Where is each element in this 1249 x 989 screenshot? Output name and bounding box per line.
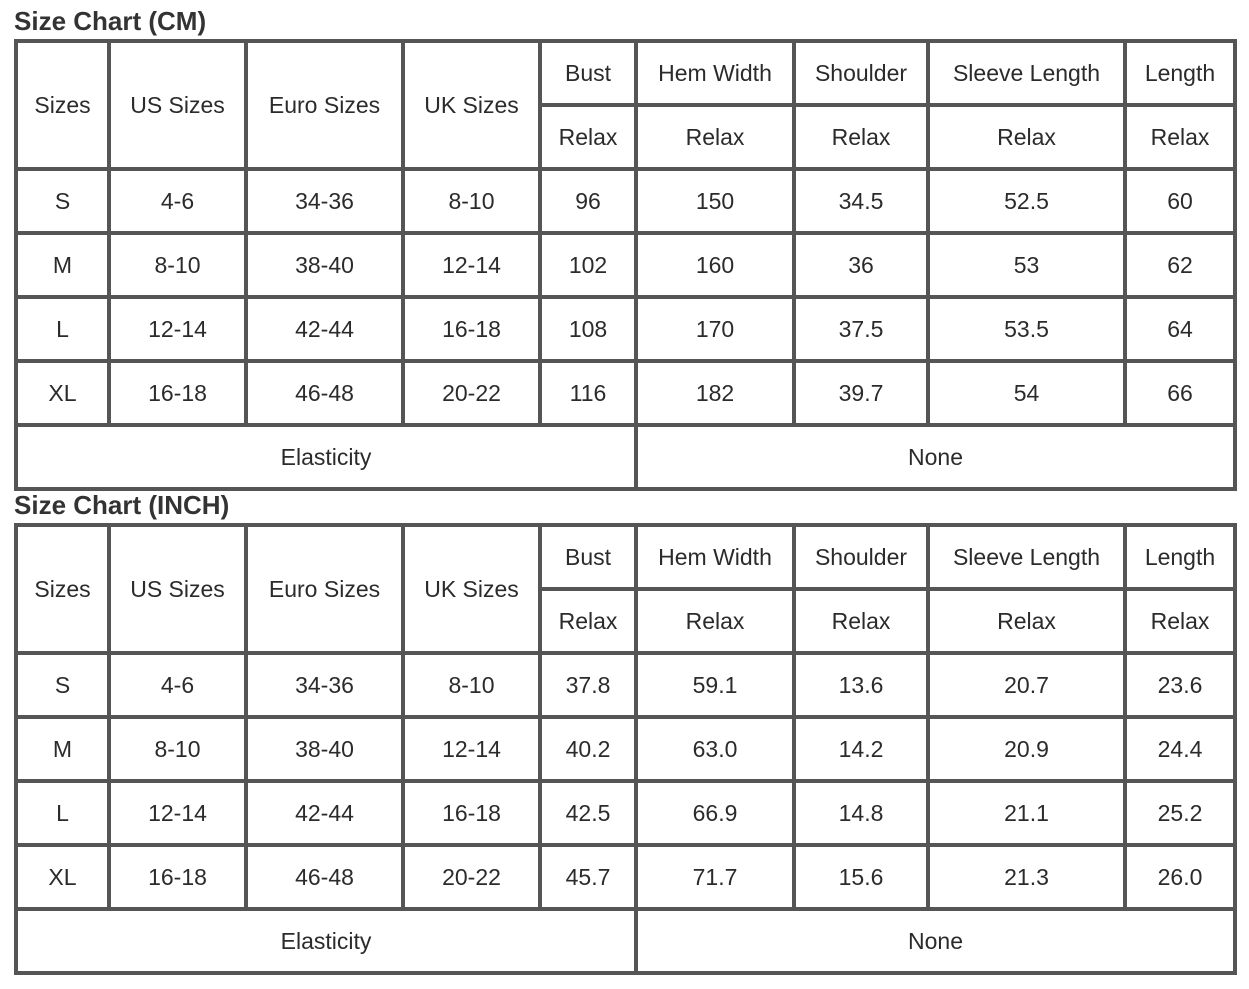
uk-size-cell: 16-18 [403, 781, 540, 845]
elasticity-row [16, 909, 1235, 973]
uk-size-cell: 12-14 [403, 717, 540, 781]
hem-width-cell: 66.9 [636, 781, 794, 845]
header-sizes: Sizes [16, 525, 109, 653]
bust-cell: 40.2 [540, 717, 636, 781]
hem-width-cell: 182 [636, 361, 794, 425]
elasticity-label: Elasticity [16, 425, 636, 489]
elasticity-value: None [636, 425, 1235, 489]
sleeve-length-cell: 21.3 [928, 845, 1125, 909]
shoulder-cell: 39.7 [794, 361, 928, 425]
euro-size-cell: 34-36 [246, 653, 403, 717]
size-cell: XL [16, 361, 109, 425]
euro-size-cell: 46-48 [246, 361, 403, 425]
shoulder-cell: 15.6 [794, 845, 928, 909]
header-length: Length [1125, 41, 1235, 105]
size-cell: M [16, 233, 109, 297]
fit-sleeve-length: Relax [928, 105, 1125, 169]
header-hem-width: Hem Width [636, 41, 794, 105]
length-cell: 25.2 [1125, 781, 1235, 845]
fit-sleeve-length: Relax [928, 589, 1125, 653]
bust-cell: 116 [540, 361, 636, 425]
table-row [16, 781, 1235, 845]
chart-title: Size Chart (CM) [14, 6, 207, 36]
header-hem-width: Hem Width [636, 525, 794, 589]
header-sizes: Sizes [16, 41, 109, 169]
table-row [16, 361, 1235, 425]
bust-cell: 108 [540, 297, 636, 361]
chart-title: Size Chart (INCH) [14, 490, 230, 520]
fit-bust: Relax [540, 589, 636, 653]
header-row [16, 525, 1235, 589]
header-row [16, 41, 1235, 105]
fit-length: Relax [1125, 589, 1235, 653]
table-row [16, 233, 1235, 297]
header-us-sizes: US Sizes [109, 41, 246, 169]
hem-width-cell: 63.0 [636, 717, 794, 781]
euro-size-cell: 38-40 [246, 717, 403, 781]
uk-size-cell: 8-10 [403, 653, 540, 717]
header-sleeve-length: Sleeve Length [928, 41, 1125, 105]
header-bust: Bust [540, 525, 636, 589]
us-size-cell: 8-10 [109, 233, 246, 297]
size-table [14, 39, 1237, 491]
hem-width-cell: 150 [636, 169, 794, 233]
length-cell: 62 [1125, 233, 1235, 297]
uk-size-cell: 8-10 [403, 169, 540, 233]
us-size-cell: 4-6 [109, 653, 246, 717]
bust-cell: 37.8 [540, 653, 636, 717]
size-cell: S [16, 169, 109, 233]
shoulder-cell: 13.6 [794, 653, 928, 717]
shoulder-cell: 14.8 [794, 781, 928, 845]
hem-width-cell: 170 [636, 297, 794, 361]
length-cell: 26.0 [1125, 845, 1235, 909]
uk-size-cell: 16-18 [403, 297, 540, 361]
header-shoulder: Shoulder [794, 525, 928, 589]
euro-size-cell: 42-44 [246, 781, 403, 845]
hem-width-cell: 59.1 [636, 653, 794, 717]
bust-cell: 42.5 [540, 781, 636, 845]
table-row [16, 717, 1235, 781]
length-cell: 66 [1125, 361, 1235, 425]
euro-size-cell: 34-36 [246, 169, 403, 233]
us-size-cell: 12-14 [109, 297, 246, 361]
euro-size-cell: 38-40 [246, 233, 403, 297]
hem-width-cell: 71.7 [636, 845, 794, 909]
header-us-sizes: US Sizes [109, 525, 246, 653]
length-cell: 24.4 [1125, 717, 1235, 781]
header-sleeve-length: Sleeve Length [928, 525, 1125, 589]
fit-length: Relax [1125, 105, 1235, 169]
size-cell: L [16, 781, 109, 845]
size-cell: S [16, 653, 109, 717]
bust-cell: 45.7 [540, 845, 636, 909]
elasticity-value: None [636, 909, 1235, 973]
us-size-cell: 16-18 [109, 361, 246, 425]
fit-bust: Relax [540, 105, 636, 169]
length-cell: 60 [1125, 169, 1235, 233]
sleeve-length-cell: 20.7 [928, 653, 1125, 717]
uk-size-cell: 20-22 [403, 845, 540, 909]
sleeve-length-cell: 21.1 [928, 781, 1125, 845]
uk-size-cell: 12-14 [403, 233, 540, 297]
header-length: Length [1125, 525, 1235, 589]
elasticity-row [16, 425, 1235, 489]
sleeve-length-cell: 53 [928, 233, 1125, 297]
size-cell: XL [16, 845, 109, 909]
sleeve-length-cell: 52.5 [928, 169, 1125, 233]
size-cell: L [16, 297, 109, 361]
header-shoulder: Shoulder [794, 41, 928, 105]
hem-width-cell: 160 [636, 233, 794, 297]
bust-cell: 96 [540, 169, 636, 233]
shoulder-cell: 14.2 [794, 717, 928, 781]
header-euro-sizes: Euro Sizes [246, 41, 403, 169]
euro-size-cell: 42-44 [246, 297, 403, 361]
shoulder-cell: 37.5 [794, 297, 928, 361]
sleeve-length-cell: 54 [928, 361, 1125, 425]
fit-hem-width: Relax [636, 589, 794, 653]
fit-hem-width: Relax [636, 105, 794, 169]
uk-size-cell: 20-22 [403, 361, 540, 425]
fit-shoulder: Relax [794, 105, 928, 169]
table-row [16, 297, 1235, 361]
shoulder-cell: 36 [794, 233, 928, 297]
table-row [16, 169, 1235, 233]
us-size-cell: 16-18 [109, 845, 246, 909]
length-cell: 64 [1125, 297, 1235, 361]
header-bust: Bust [540, 41, 636, 105]
length-cell: 23.6 [1125, 653, 1235, 717]
sleeve-length-cell: 20.9 [928, 717, 1125, 781]
size-table [14, 523, 1237, 975]
sleeve-length-cell: 53.5 [928, 297, 1125, 361]
header-euro-sizes: Euro Sizes [246, 525, 403, 653]
us-size-cell: 12-14 [109, 781, 246, 845]
size-cell: M [16, 717, 109, 781]
us-size-cell: 4-6 [109, 169, 246, 233]
fit-shoulder: Relax [794, 589, 928, 653]
header-uk-sizes: UK Sizes [403, 525, 540, 653]
table-row [16, 653, 1235, 717]
bust-cell: 102 [540, 233, 636, 297]
elasticity-label: Elasticity [16, 909, 636, 973]
euro-size-cell: 46-48 [246, 845, 403, 909]
header-uk-sizes: UK Sizes [403, 41, 540, 169]
us-size-cell: 8-10 [109, 717, 246, 781]
shoulder-cell: 34.5 [794, 169, 928, 233]
table-row [16, 845, 1235, 909]
